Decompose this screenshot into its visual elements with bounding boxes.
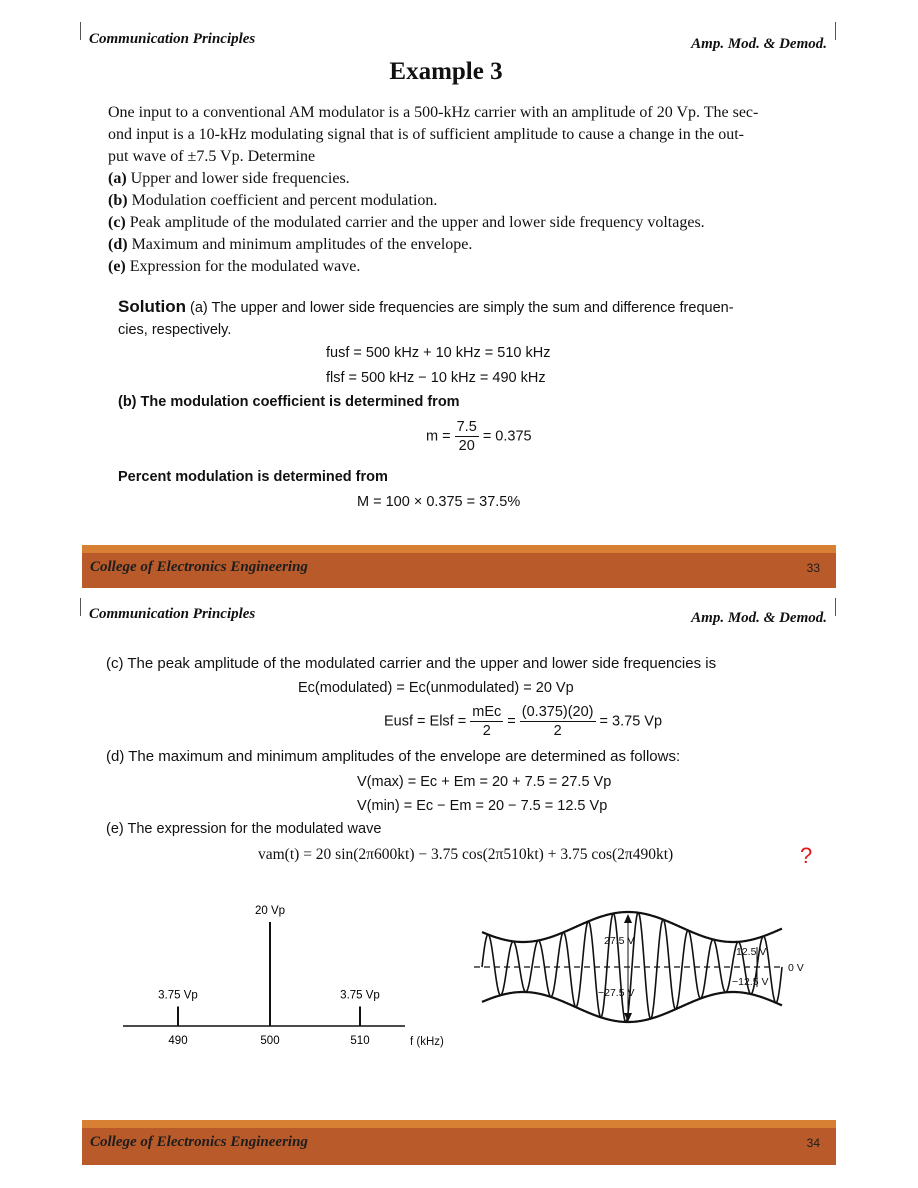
label-neg-27-5v: −27.5 V xyxy=(598,987,635,999)
solution-d: (d) The maximum and minimum amplitudes of the envelope are determined as follows: xyxy=(106,748,681,765)
footer-text: College of Electronics Engineering xyxy=(90,559,308,575)
solution-a-line1: (a) The upper and lower side frequencies are simply the sum and difference frequen- xyxy=(190,300,734,316)
arrow-up-icon xyxy=(624,914,632,923)
percent-text: Percent modulation is determined from xyxy=(118,469,388,485)
part-c xyxy=(108,212,808,234)
equation-vam: vam(t) = 20 sin(2π600kt) − 3.75 cos(2π510kt) + 3.75 cos(2π490kt) xyxy=(258,846,674,863)
part-label: (d) xyxy=(108,236,128,253)
label-neg-12-5v: −12.5 V xyxy=(732,976,769,988)
page-number: 33 xyxy=(806,561,820,575)
footer-page-33 xyxy=(82,545,836,588)
denominator: 20 xyxy=(458,438,475,454)
part-e xyxy=(108,256,808,278)
part-d xyxy=(108,234,808,256)
header-left: Communication Principles xyxy=(89,31,256,47)
label-12-5v: 12.5 V xyxy=(736,946,767,958)
header-right: Amp. Mod. & Demod. xyxy=(691,610,827,626)
fraction xyxy=(470,703,503,740)
equation-vmin: V(min) = Ec − Em = 20 − 7.5 = 12.5 Vp xyxy=(357,798,608,814)
header-right-rule xyxy=(835,598,836,616)
header-left: Communication Principles xyxy=(89,606,256,622)
solution-a xyxy=(118,296,818,341)
eq-eusf-rhs: = 3.75 Vp xyxy=(599,713,663,730)
part-text: Expression for the modulated wave. xyxy=(129,258,361,275)
fraction xyxy=(455,418,479,455)
solution-a-line2: cies, respectively. xyxy=(118,322,232,338)
part-text: Upper and lower side frequencies. xyxy=(130,170,350,187)
problem-statement xyxy=(108,102,808,278)
page-number: 34 xyxy=(806,1136,820,1150)
eq-eusf-lhs: Eusf = Elsf = xyxy=(384,713,467,730)
header-left-rule xyxy=(80,22,81,40)
part-b xyxy=(108,190,808,212)
part-text: Maximum and minimum amplitudes of the envelope. xyxy=(131,236,473,253)
spectrum-diagram xyxy=(115,885,460,1055)
part-text: Modulation coefficient and percent modulation. xyxy=(131,192,438,209)
problem-line-2: ond input is a 10-kHz modulating signal that is of sufficient amplitude to cause a change in the out- xyxy=(108,126,745,143)
question-mark-annotation: ? xyxy=(800,843,813,868)
solution-e: (e) The expression for the modulated wave xyxy=(106,821,382,837)
amplitude-label: 3.75 Vp xyxy=(340,989,380,1002)
eq-m-rhs: = 0.375 xyxy=(482,428,532,445)
part-label: (a) xyxy=(108,170,127,187)
problem-line-3: put wave of ±7.5 Vp. Determine xyxy=(108,148,316,165)
denominator: 2 xyxy=(482,723,491,739)
part-label: (b) xyxy=(108,192,128,209)
equation-eusf xyxy=(384,703,662,740)
amplitude-label: 20 Vp xyxy=(254,905,286,917)
page-title: Example 3 xyxy=(389,58,503,85)
header-left-rule xyxy=(80,598,81,616)
denominator: 2 xyxy=(553,723,562,739)
frequency-tick-label: 490 xyxy=(168,1035,188,1047)
solution-label: Solution xyxy=(118,297,186,316)
am-waveform-diagram xyxy=(470,895,815,1045)
equation-ec: Ec(modulated) = Ec(unmodulated) = 20 Vp xyxy=(298,680,574,696)
solution-c: (c) The peak amplitude of the modulated carrier and the upper and lower side frequencies is xyxy=(106,655,717,672)
header-right: Amp. Mod. & Demod. xyxy=(691,36,827,52)
eq-eusf-mid: = xyxy=(507,713,516,730)
part-label: (c) xyxy=(108,214,126,231)
numerator: mEc xyxy=(472,704,502,720)
footer-page-34 xyxy=(82,1120,836,1165)
problem-line-1: One input to a conventional AM modulator is a 500-kHz carrier with an amplitude of 20 Vp. The sec- xyxy=(108,104,759,121)
x-axis-label: f (kHz) xyxy=(410,1036,444,1048)
eq-m-lhs: m = xyxy=(426,428,451,445)
part-text: Peak amplitude of the modulated carrier and the upper and lower side frequency voltages. xyxy=(129,214,705,231)
equation-fusf: fusf = 500 kHz + 10 kHz = 510 kHz xyxy=(326,345,551,361)
fraction xyxy=(520,703,596,740)
amplitude-label: 3.75 Vp xyxy=(158,989,198,1002)
part-label: (e) xyxy=(108,258,126,275)
label-27-5v: 27.5 V xyxy=(604,935,635,947)
equation-flsf: flsf = 500 kHz − 10 kHz = 490 kHz xyxy=(326,370,546,386)
part-a xyxy=(108,168,808,190)
equation-vmax: V(max) = Ec + Em = 20 + 7.5 = 27.5 Vp xyxy=(357,774,612,790)
equation-M: M = 100 × 0.375 = 37.5% xyxy=(357,494,521,510)
numerator: (0.375)(20) xyxy=(521,704,594,720)
footer-text: College of Electronics Engineering xyxy=(90,1134,308,1150)
solution-b: (b) The modulation coefficient is determined from xyxy=(118,394,460,410)
numerator: 7.5 xyxy=(456,419,477,435)
header-right-rule xyxy=(835,22,836,40)
frequency-tick-label: 510 xyxy=(350,1035,370,1047)
equation-m xyxy=(426,418,532,455)
frequency-tick-label: 500 xyxy=(260,1035,280,1047)
label-0v: 0 V xyxy=(788,962,804,974)
